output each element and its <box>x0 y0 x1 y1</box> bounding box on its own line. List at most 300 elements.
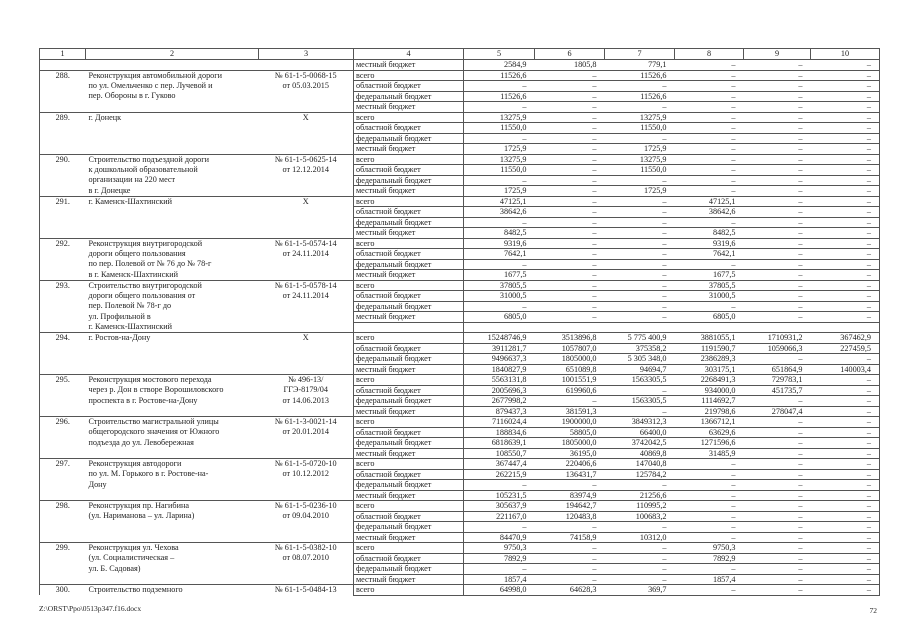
value-year-5: – <box>811 543 880 554</box>
page-number: 72 <box>869 606 877 615</box>
value-year-1: – <box>535 291 605 302</box>
funding-source: всего <box>354 196 464 207</box>
row-number <box>40 522 86 533</box>
value-year-3: – <box>675 102 744 113</box>
value-year-3: – <box>675 144 744 155</box>
table-row <box>40 585 880 596</box>
total-value: 305637,9 <box>464 501 535 512</box>
table-row <box>40 81 880 92</box>
value-year-3: – <box>675 480 744 491</box>
object-name: Строительство подземного <box>86 585 259 596</box>
value-year-2: 3742042,5 <box>605 438 675 449</box>
value-year-5: – <box>811 564 880 575</box>
value-year-4: – <box>744 574 811 585</box>
budget-table <box>39 48 880 596</box>
value-year-2: – <box>605 312 675 323</box>
row-number <box>40 427 86 438</box>
funding-source: местный бюджет <box>354 490 464 501</box>
row-number: 294. <box>40 333 86 344</box>
row-number <box>40 406 86 417</box>
funding-source: всего <box>354 375 464 386</box>
value-year-1: – <box>535 543 605 554</box>
value-year-3: 1114692,7 <box>675 396 744 407</box>
row-number <box>40 91 86 102</box>
object-name: Строительство внутригородской <box>86 280 259 291</box>
total-value: – <box>464 217 535 228</box>
value-year-3: – <box>675 81 744 92</box>
value-year-1: 1805000,0 <box>535 438 605 449</box>
row-number: 292. <box>40 238 86 249</box>
value-year-5: – <box>811 301 880 312</box>
value-year-3: – <box>675 112 744 123</box>
row-number <box>40 165 86 176</box>
value-year-5: – <box>811 291 880 302</box>
table-row <box>40 70 880 81</box>
table-row <box>40 123 880 134</box>
value-year-1: – <box>535 522 605 533</box>
value-year-4: 651864,9 <box>744 364 811 375</box>
funding-source: местный бюджет <box>354 532 464 543</box>
footer-file-path: Z:\ORST\Ppo\0513p347.f16.docx <box>39 604 142 613</box>
total-value: 188834,6 <box>464 427 535 438</box>
object-name <box>86 60 259 71</box>
value-year-5: – <box>811 249 880 260</box>
value-year-2: 11550,0 <box>605 123 675 134</box>
value-year-4: – <box>744 81 811 92</box>
row-number <box>40 259 86 270</box>
value-year-2: 5 305 348,0 <box>605 354 675 365</box>
value-year-1: – <box>535 196 605 207</box>
value-year-1: – <box>535 81 605 92</box>
value-year-5: 367462,9 <box>811 333 880 344</box>
funding-source: всего <box>354 112 464 123</box>
value-year-3: 9319,6 <box>675 238 744 249</box>
value-year-1: 1805,8 <box>535 60 605 71</box>
value-year-1: – <box>535 574 605 585</box>
column-header-1: 1 <box>40 49 86 60</box>
value-year-4: – <box>744 480 811 491</box>
value-year-5 <box>811 322 880 333</box>
value-year-2: 369,7 <box>605 585 675 596</box>
table-row <box>40 228 880 239</box>
value-year-2: 11526,6 <box>605 70 675 81</box>
value-year-5: – <box>811 123 880 134</box>
funding-source: федеральный бюджет <box>354 396 464 407</box>
funding-source: областной бюджет <box>354 511 464 522</box>
value-year-4: – <box>744 417 811 428</box>
total-value: – <box>464 480 535 491</box>
value-year-1: 619960,6 <box>535 385 605 396</box>
value-year-2: – <box>605 228 675 239</box>
value-year-3: – <box>675 259 744 270</box>
row-number <box>40 270 86 281</box>
row-number <box>40 322 86 333</box>
object-name: Реконструкция мостового перехода <box>86 375 259 386</box>
value-year-2: – <box>605 480 675 491</box>
funding-source: всего <box>354 70 464 81</box>
table-row <box>40 259 880 270</box>
table-row <box>40 343 880 354</box>
total-value: 11550,0 <box>464 165 535 176</box>
value-year-1: – <box>535 270 605 281</box>
value-year-2: – <box>605 196 675 207</box>
value-year-3: 934000,0 <box>675 385 744 396</box>
value-year-3: 303175,1 <box>675 364 744 375</box>
value-year-5: – <box>811 259 880 270</box>
table-body <box>40 60 880 596</box>
row-number <box>40 480 86 491</box>
total-value: 11550,0 <box>464 123 535 134</box>
value-year-2: – <box>605 217 675 228</box>
total-value: 9750,3 <box>464 543 535 554</box>
total-value: – <box>464 301 535 312</box>
value-year-1: – <box>535 301 605 312</box>
value-year-1: – <box>535 207 605 218</box>
value-year-1: 1057807,0 <box>535 343 605 354</box>
object-name: ул. Б. Садовая) <box>88 563 141 573</box>
value-year-2 <box>605 322 675 333</box>
value-year-1: – <box>535 217 605 228</box>
funding-source: местный бюджет <box>354 312 464 323</box>
object-name: г. Донецк <box>86 112 259 123</box>
row-number: 296. <box>40 417 86 428</box>
table-row <box>40 574 880 585</box>
value-year-1: – <box>535 280 605 291</box>
row-number <box>40 144 86 155</box>
table-row <box>40 175 880 186</box>
value-year-1: 36195,0 <box>535 448 605 459</box>
value-year-5: – <box>811 396 880 407</box>
object-name: по ул. М. Горького в г. Ростове-на- <box>88 469 209 478</box>
total-value: 5563131,8 <box>464 375 535 386</box>
value-year-5: – <box>811 354 880 365</box>
object-name <box>86 228 259 239</box>
expertise-number <box>259 144 354 155</box>
value-year-2: – <box>605 259 675 270</box>
value-year-1: – <box>535 165 605 176</box>
value-year-1: – <box>535 91 605 102</box>
row-number <box>40 469 86 480</box>
expertise-number: № 61-1-5-0625-14 <box>259 154 354 165</box>
object-name: Дону <box>88 479 107 489</box>
value-year-2: 147040,8 <box>605 459 675 470</box>
value-year-5: – <box>811 186 880 197</box>
value-year-5: – <box>811 154 880 165</box>
value-year-1: – <box>535 133 605 144</box>
value-year-4: – <box>744 522 811 533</box>
value-year-2: 100683,2 <box>605 511 675 522</box>
expertise-number: № 496-13/ <box>259 375 354 386</box>
funding-source: всего <box>354 585 464 596</box>
value-year-3: 37805,5 <box>675 280 744 291</box>
value-year-3: 6805,0 <box>675 312 744 323</box>
table-row <box>40 301 880 312</box>
value-year-2: – <box>605 564 675 575</box>
funding-source: федеральный бюджет <box>354 133 464 144</box>
funding-source: местный бюджет <box>354 448 464 459</box>
funding-source: местный бюджет <box>354 144 464 155</box>
value-year-4: – <box>744 427 811 438</box>
expertise-number: от 08.07.2010 <box>259 553 354 564</box>
expertise-number <box>259 532 354 543</box>
expertise-number <box>259 448 354 459</box>
value-year-1: 194642,7 <box>535 501 605 512</box>
table-row <box>40 501 880 512</box>
row-number <box>40 228 86 239</box>
expertise-number <box>259 522 354 533</box>
expertise-number <box>259 312 354 323</box>
funding-source: областной бюджет <box>354 207 464 218</box>
total-value: 108550,7 <box>464 448 535 459</box>
object-name <box>86 133 259 144</box>
object-name: пер. Полевой № 78-г до <box>88 301 172 310</box>
value-year-5: – <box>811 448 880 459</box>
value-year-2: 10312,0 <box>605 532 675 543</box>
value-year-3: 31000,5 <box>675 291 744 302</box>
value-year-5: – <box>811 60 880 71</box>
expertise-number <box>259 354 354 365</box>
total-value: – <box>464 259 535 270</box>
value-year-3: – <box>675 301 744 312</box>
value-year-1: – <box>535 144 605 155</box>
value-year-4: – <box>744 532 811 543</box>
value-year-1: – <box>535 249 605 260</box>
funding-source: областной бюджет <box>354 165 464 176</box>
total-value: 1840827,9 <box>464 364 535 375</box>
funding-source: федеральный бюджет <box>354 522 464 533</box>
row-number <box>40 354 86 365</box>
expertise-number <box>259 406 354 417</box>
table-row <box>40 133 880 144</box>
total-value: 262215,9 <box>464 469 535 480</box>
value-year-4: – <box>744 459 811 470</box>
expertise-number: от 10.12.2012 <box>259 469 354 480</box>
object-name <box>86 207 259 218</box>
funding-source: всего <box>354 459 464 470</box>
value-year-5: – <box>811 427 880 438</box>
row-number <box>40 186 86 197</box>
value-year-5: – <box>811 522 880 533</box>
row-number: 290. <box>40 154 86 165</box>
row-number <box>40 511 86 522</box>
object-name <box>86 354 259 365</box>
value-year-1: – <box>535 259 605 270</box>
value-year-3: 2268491,3 <box>675 375 744 386</box>
value-year-4: 1710931,2 <box>744 333 811 344</box>
value-year-3: 3881055,1 <box>675 333 744 344</box>
object-name: Строительство подъездной дороги <box>86 154 259 165</box>
value-year-1: – <box>535 154 605 165</box>
value-year-2: 5 775 400,9 <box>605 333 675 344</box>
value-year-2: 11526,6 <box>605 91 675 102</box>
total-value: 2584,9 <box>464 60 535 71</box>
value-year-4: – <box>744 196 811 207</box>
object-name: Реконструкция автодороги <box>86 459 259 470</box>
funding-source: федеральный бюджет <box>354 301 464 312</box>
value-year-5: – <box>811 480 880 491</box>
value-year-1: 58805,0 <box>535 427 605 438</box>
value-year-3: 2386289,3 <box>675 354 744 365</box>
value-year-2: – <box>605 81 675 92</box>
value-year-5: – <box>811 91 880 102</box>
row-number <box>40 207 86 218</box>
table-row <box>40 532 880 543</box>
table-row <box>40 112 880 123</box>
expertise-number <box>259 91 354 102</box>
value-year-4: – <box>744 165 811 176</box>
object-name: по пер. Полевой от № 76 до № 78-г <box>88 259 212 268</box>
object-name <box>86 217 259 228</box>
object-name: пер. Обороны в г. Гуково <box>88 91 176 100</box>
value-year-4: – <box>744 228 811 239</box>
value-year-3 <box>675 322 744 333</box>
row-number <box>40 301 86 312</box>
value-year-2: 110995,2 <box>605 501 675 512</box>
expertise-number <box>259 133 354 144</box>
funding-source: областной бюджет <box>354 123 464 134</box>
object-name: дороги общего пользования <box>88 248 186 258</box>
value-year-3: – <box>675 564 744 575</box>
column-header-4: 4 <box>354 49 464 60</box>
value-year-5: 227459,5 <box>811 343 880 354</box>
value-year-4: – <box>744 448 811 459</box>
table-row <box>40 553 880 564</box>
value-year-5: – <box>811 238 880 249</box>
object-name: организации на 220 мест <box>88 175 176 184</box>
value-year-3: – <box>675 585 744 596</box>
funding-source: областной бюджет <box>354 385 464 396</box>
object-name: Реконструкция внутригородской <box>86 238 259 249</box>
table-row <box>40 270 880 281</box>
value-year-5: – <box>811 501 880 512</box>
expertise-number <box>259 175 354 186</box>
value-year-4: – <box>744 102 811 113</box>
expertise-number <box>259 207 354 218</box>
total-value: 38642,6 <box>464 207 535 218</box>
value-year-2: – <box>605 207 675 218</box>
funding-source: областной бюджет <box>354 343 464 354</box>
value-year-2: – <box>605 249 675 260</box>
column-header-6: 6 <box>535 49 605 60</box>
row-number <box>40 133 86 144</box>
expertise-number: № 61-1-5-0574-14 <box>259 238 354 249</box>
value-year-4: – <box>744 354 811 365</box>
table-row <box>40 511 880 522</box>
row-number <box>40 60 86 71</box>
value-year-2: 3849312,3 <box>605 417 675 428</box>
value-year-3: 38642,6 <box>675 207 744 218</box>
total-value: – <box>464 133 535 144</box>
object-name: в г. Донецке <box>88 185 131 195</box>
total-value: 84470,9 <box>464 532 535 543</box>
funding-source: федеральный бюджет <box>354 438 464 449</box>
value-year-2: – <box>605 406 675 417</box>
value-year-4: – <box>744 207 811 218</box>
total-value: 31000,5 <box>464 291 535 302</box>
value-year-5: – <box>811 490 880 501</box>
value-year-3: – <box>675 60 744 71</box>
value-year-3: – <box>675 511 744 522</box>
value-year-4: – <box>744 249 811 260</box>
value-year-1: 120483,8 <box>535 511 605 522</box>
table-row <box>40 385 880 396</box>
total-value: 221167,0 <box>464 511 535 522</box>
expertise-number: № 61-1-5-0484-13 <box>259 585 354 596</box>
funding-source: федеральный бюджет <box>354 480 464 491</box>
total-value: 6818639,1 <box>464 438 535 449</box>
funding-source: федеральный бюджет <box>354 217 464 228</box>
expertise-number <box>259 60 354 71</box>
value-year-4: 1059066,3 <box>744 343 811 354</box>
row-number <box>40 175 86 186</box>
expertise-number: Х <box>259 333 354 344</box>
row-number: 300. <box>40 585 86 596</box>
value-year-2: – <box>605 291 675 302</box>
object-name <box>86 490 259 501</box>
table-row <box>40 322 880 333</box>
total-value: 37805,5 <box>464 280 535 291</box>
total-value: 2005696,3 <box>464 385 535 396</box>
value-year-5: – <box>811 438 880 449</box>
value-year-5: – <box>811 196 880 207</box>
value-year-3: 1271596,6 <box>675 438 744 449</box>
object-name <box>86 364 259 375</box>
total-value: – <box>464 81 535 92</box>
table-row <box>40 480 880 491</box>
expertise-number <box>259 186 354 197</box>
object-name: Реконструкция пр. Нагибина <box>86 501 259 512</box>
value-year-2: 1725,9 <box>605 144 675 155</box>
value-year-5: – <box>811 532 880 543</box>
total-value: 11526,6 <box>464 91 535 102</box>
expertise-number: № 61-1-5-0382-10 <box>259 543 354 554</box>
expertise-number <box>259 574 354 585</box>
value-year-4: – <box>744 154 811 165</box>
total-value: 9496637,3 <box>464 354 535 365</box>
value-year-5: – <box>811 417 880 428</box>
value-year-4: – <box>744 60 811 71</box>
total-value: 15248746,9 <box>464 333 535 344</box>
funding-source: местный бюджет <box>354 102 464 113</box>
value-year-1: 220406,6 <box>535 459 605 470</box>
row-number <box>40 364 86 375</box>
value-year-2: – <box>605 574 675 585</box>
expertise-number <box>259 322 354 333</box>
table-row <box>40 543 880 554</box>
column-header-8: 8 <box>675 49 744 60</box>
value-year-4: – <box>744 123 811 134</box>
value-year-4: – <box>744 396 811 407</box>
funding-source: местный бюджет <box>354 574 464 585</box>
value-year-3: 47125,1 <box>675 196 744 207</box>
value-year-1: 74158,9 <box>535 532 605 543</box>
value-year-3: – <box>675 490 744 501</box>
row-number: 299. <box>40 543 86 554</box>
value-year-4: – <box>744 91 811 102</box>
value-year-2: 94694,7 <box>605 364 675 375</box>
expertise-number <box>259 228 354 239</box>
value-year-4: – <box>744 175 811 186</box>
funding-source: федеральный бюджет <box>354 564 464 575</box>
value-year-1: – <box>535 564 605 575</box>
expertise-number <box>259 364 354 375</box>
value-year-4: – <box>744 112 811 123</box>
expertise-number: № 61-1-5-0720-10 <box>259 459 354 470</box>
value-year-5: – <box>811 511 880 522</box>
value-year-1: 83974,9 <box>535 490 605 501</box>
value-year-3: 31485,9 <box>675 448 744 459</box>
total-value: 7642,1 <box>464 249 535 260</box>
